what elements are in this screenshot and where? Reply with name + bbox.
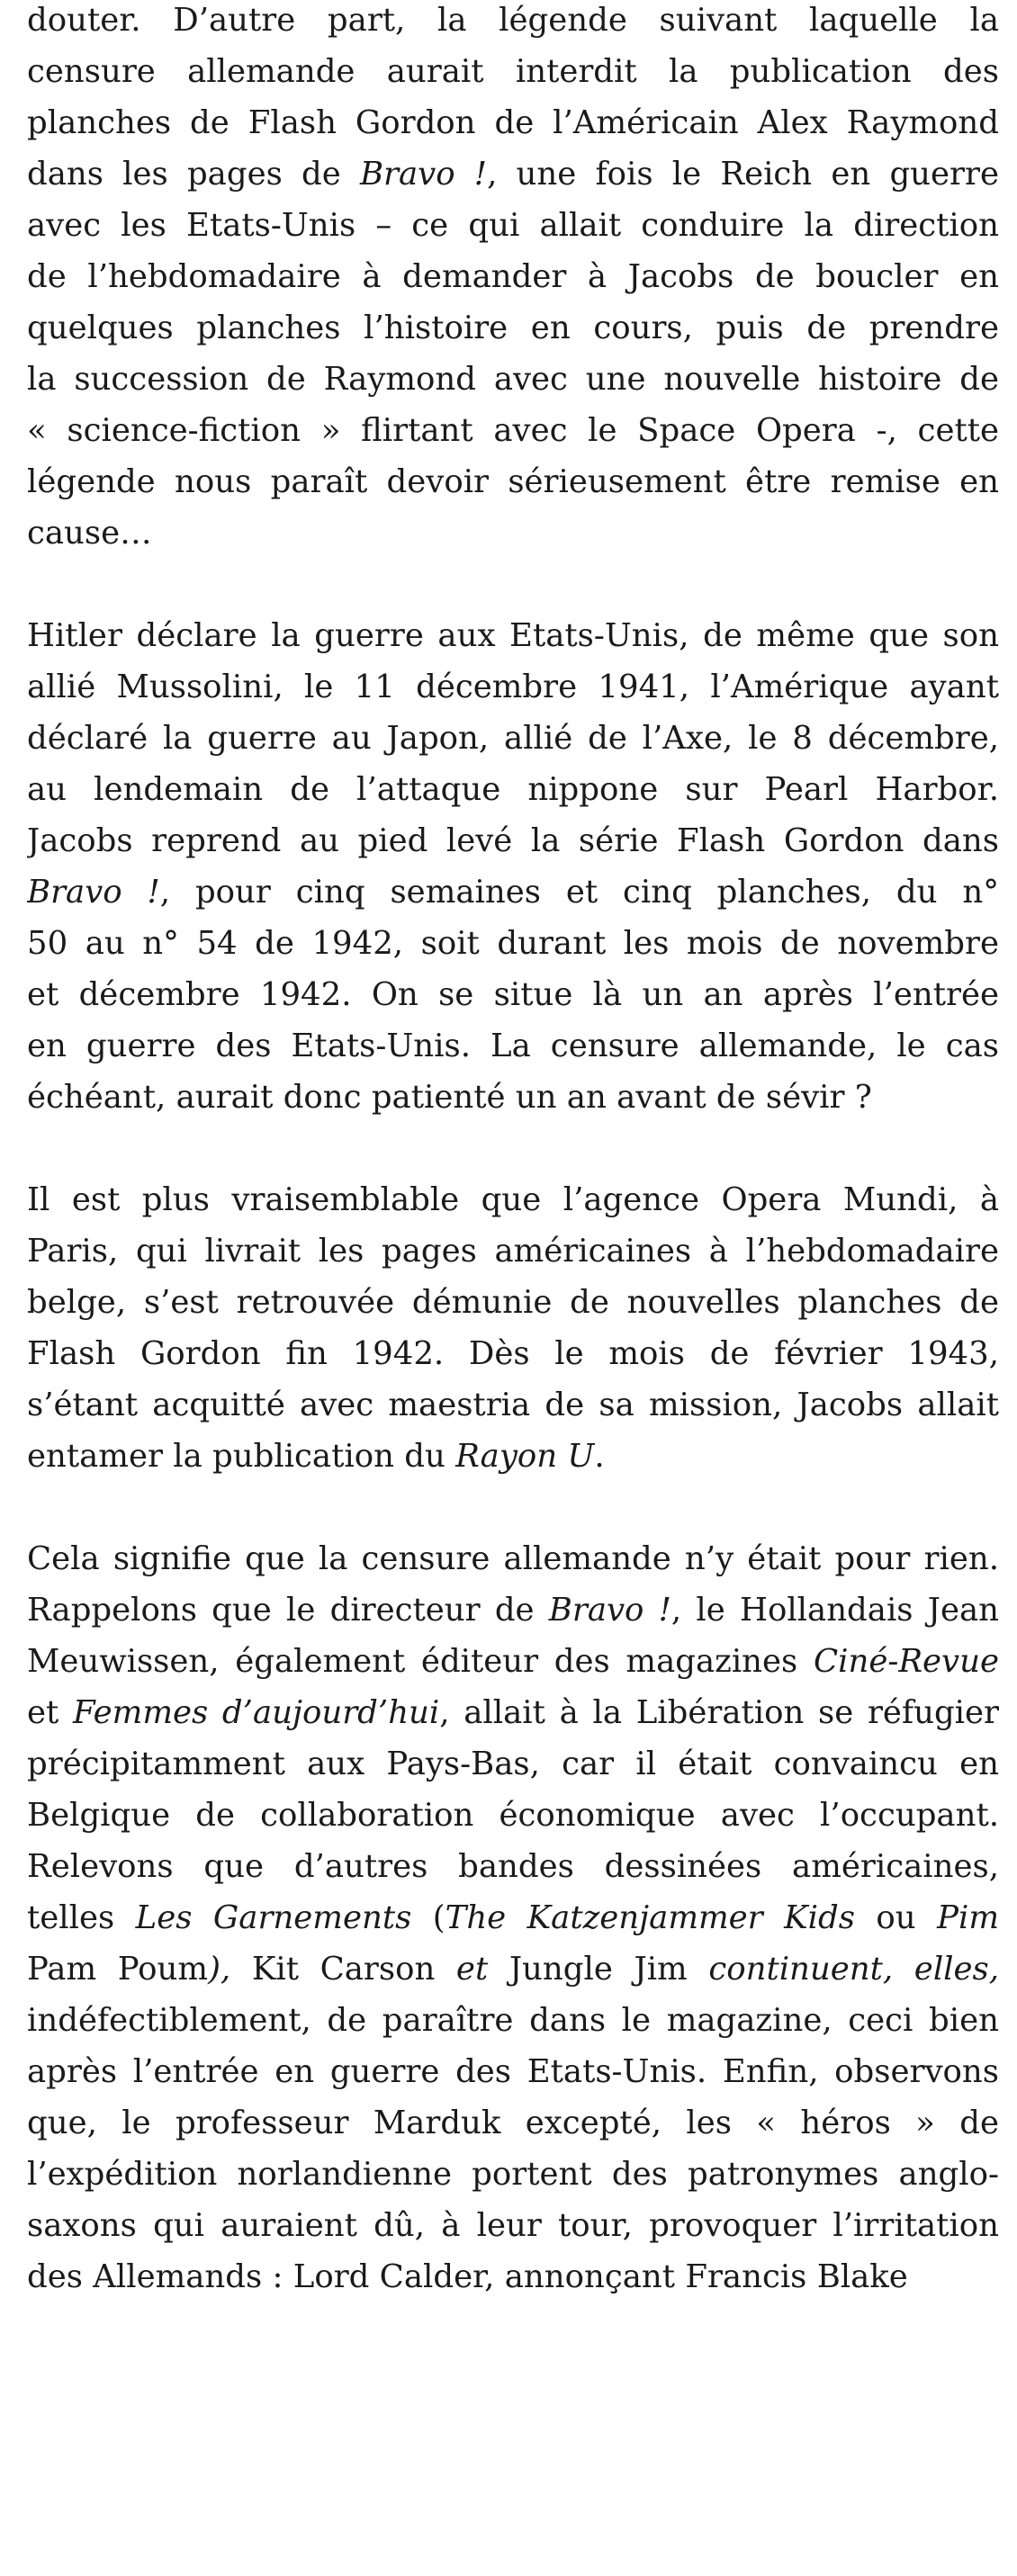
text-line: Paris, qui livrait les pages américaines à l’hebdomadaire	[27, 1233, 999, 1270]
text-line: déclaré la guerre au Japon, allié de l’Axe, le 8 décembre,	[27, 720, 999, 757]
text-line: la succession de Raymond avec une nouvelle histoire de	[27, 361, 999, 398]
italic-title: Femmes d’aujourd’hui	[72, 1694, 440, 1731]
text-line: en guerre des Etats-Unis. La censure allemande, le cas	[27, 1028, 999, 1064]
text-line: Relevons que d’autres bandes dessinées américaines,	[27, 1848, 999, 1885]
text-line: et Femmes d’aujourd’hui, allait à la Libération se réfugier	[27, 1694, 999, 1731]
italic-title: Bravo !	[359, 156, 488, 193]
text-line: Meuwissen, également éditeur des magazines Ciné-Revue	[27, 1643, 999, 1680]
text-line: Hitler déclare la guerre aux Etats-Unis, de même que son	[27, 617, 999, 654]
text-line: au lendemain de l’attaque nippone sur Pearl Harbor.	[27, 771, 999, 808]
text-line: et décembre 1942. On se situe là un an après l’entrée	[27, 976, 999, 1013]
text-line: belge, s’est retrouvée démunie de nouvelles planches de	[27, 1284, 999, 1321]
text-line: avec les Etats-Unis – ce qui allait conduire la direction	[27, 207, 999, 244]
text-line: de l’hebdomadaire à demander à Jacobs de boucler en	[27, 258, 999, 295]
italic-title: Pim	[937, 1899, 999, 1936]
text-line: 50 au n° 54 de 1942, soit durant les mois de novembre	[27, 925, 999, 962]
italic-title: The Katzenjammer Kids	[445, 1899, 855, 1936]
text-line: allié Mussolini, le 11 décembre 1941, l’Amérique ayant	[27, 669, 999, 705]
paragraph-1	[27, 0, 999, 559]
text-line: l’expédition norlandienne portent des patronymes anglo-	[27, 2156, 999, 2193]
text-line: Pam Poum), Kit Carson et Jungle Jim continuent, elles,	[27, 1951, 999, 1988]
text-line: indéfectiblement, de paraître dans le magazine, ceci bien	[27, 2002, 999, 2039]
italic-title: ),	[208, 1951, 252, 1988]
italic-title: Bravo !	[548, 1592, 671, 1629]
text-line: Bravo !, pour cinq semaines et cinq planches, du n°	[27, 874, 999, 911]
text-line: Cela signifie que la censure allemande n’y était pour rien.	[27, 1540, 999, 1577]
text-line: légende nous paraît devoir sérieusement être remise en	[27, 463, 999, 500]
book-page	[27, 0, 999, 2302]
text-line: Jacobs reprend au pied levé la série Flash Gordon dans	[27, 822, 999, 859]
text-line: entamer la publication du Rayon U.	[27, 1438, 605, 1475]
text-line: quelques planches l’histoire en cours, puis de prendre	[27, 310, 999, 346]
paragraph-3	[27, 1174, 999, 1482]
text-line: échéant, aurait donc patienté un an avant de sévir ?	[27, 1079, 872, 1116]
text-line: s’étant acquitté avec maestria de sa mission, Jacobs allait	[27, 1387, 999, 1423]
italic-title: Rayon U	[455, 1438, 595, 1475]
italic-title: Les Garnements	[135, 1899, 412, 1936]
italic-title: et	[435, 1951, 509, 1988]
italic-title: Ciné-Revue	[813, 1643, 999, 1680]
italic-title: continuent, elles,	[687, 1951, 999, 1988]
text-line: douter. D’autre part, la légende suivant laquelle la	[27, 2, 999, 39]
text-line: Flash Gordon fin 1942. Dès le mois de février 1943,	[27, 1335, 999, 1372]
text-line: Il est plus vraisemblable que l’agence Opera Mundi, à	[27, 1181, 999, 1218]
text-line: planches de Flash Gordon de l’Américain Alex Raymond	[27, 104, 999, 141]
text-line: Rappelons que le directeur de Bravo !, le Hollandais Jean	[27, 1592, 999, 1629]
text-line: après l’entrée en guerre des Etats-Unis. Enfin, observons	[27, 2053, 999, 2090]
text-line: saxons qui auraient dû, à leur tour, provoquer l’irritation	[27, 2207, 999, 2244]
text-line: « science-fiction » flirtant avec le Space Opera -, cette	[27, 412, 999, 449]
paragraph-2	[27, 610, 999, 1123]
text-line: cause…	[27, 515, 152, 552]
italic-title: Bravo !	[27, 874, 160, 911]
text-line: Belgique de collaboration économique avec l’occupant.	[27, 1797, 999, 1834]
text-line: censure allemande aurait interdit la publication des	[27, 53, 999, 90]
text-line: des Allemands : Lord Calder, annonçant Francis Blake	[27, 2258, 908, 2295]
paragraph-4	[27, 1533, 999, 2302]
text-line: telles Les Garnements (The Katzenjammer Kids ou Pim	[27, 1899, 999, 1936]
text-line: dans les pages de Bravo !, une fois le Reich en guerre	[27, 156, 999, 193]
text-line: que, le professeur Marduk excepté, les « héros » de	[27, 2105, 999, 2141]
text-line: précipitamment aux Pays-Bas, car il était convaincu en	[27, 1746, 999, 1782]
